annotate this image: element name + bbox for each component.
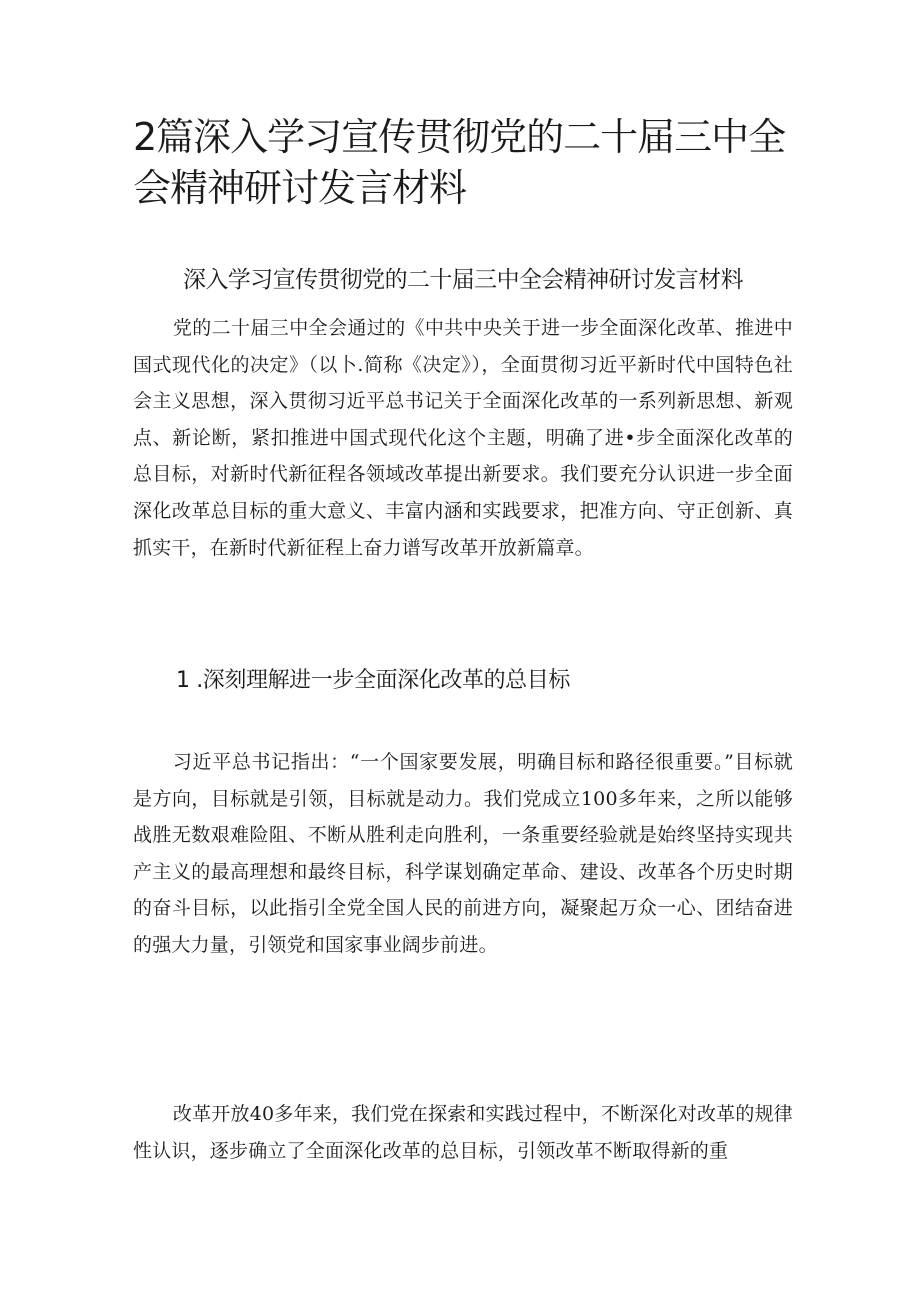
document-subtitle: 深入学习宣传贯彻党的二十届三中全会精神研讨发言材料 — [182, 267, 743, 293]
section-heading-1: 1 .深刻理解进一步全面深化改革的总目标 — [176, 668, 570, 693]
document-title: 2篇深入学习宣传贯彻党的二十届三中全会精神研讨发言材料 — [133, 115, 786, 210]
body-paragraph-intro: 党的二十届三中全会通过的《中共中央关于进一步全面深化改革、推进中国式现代化的决定》（以卜.简称《决定》），全面贯彻习近平新时代中国特色社会主义思想，深入贯彻习近平总书记关于全面深化改革的一系列新思想、新观点、新论断，紧扣推进中国式现代化这个主题，明确了进•步全面深化改革的总目标，对新时代新征程各领域改革提出新要求。我们要充分认识进一步全面深化改革总目标的重大意义、丰富内涵和实践要求，把准方向、守正创新、真抓实干，在新时代新征程上奋力谱写改革开放新篇章。 — [133, 317, 793, 559]
body-paragraph-goal: 习近平总书记指出：“一个国家要发展，明确目标和路径很重要。”目标就是方向，目标就是引领，目标就是动力。我们党成立100多年来，之所以能够战胜无数艰难险阻、不断从胜利走向胜利，一条重要经验就是始终坚持实现共产主义的最高理想和最终目标，科学谋划确定革命、建设、改革各个历史时期的奋斗目标，以此指引全党全国人民的前进方向，凝聚起万众一心、团结奋进的强大力量，引领党和国家事业阔步前进。 — [133, 751, 793, 956]
body-paragraph-reform: 改革开放40多年来，我们党在探索和实践过程中，不断深化对改革的规律性认识，逐步确立了全面深化改革的总目标，引领改革不断取得新的重 — [133, 1103, 793, 1162]
